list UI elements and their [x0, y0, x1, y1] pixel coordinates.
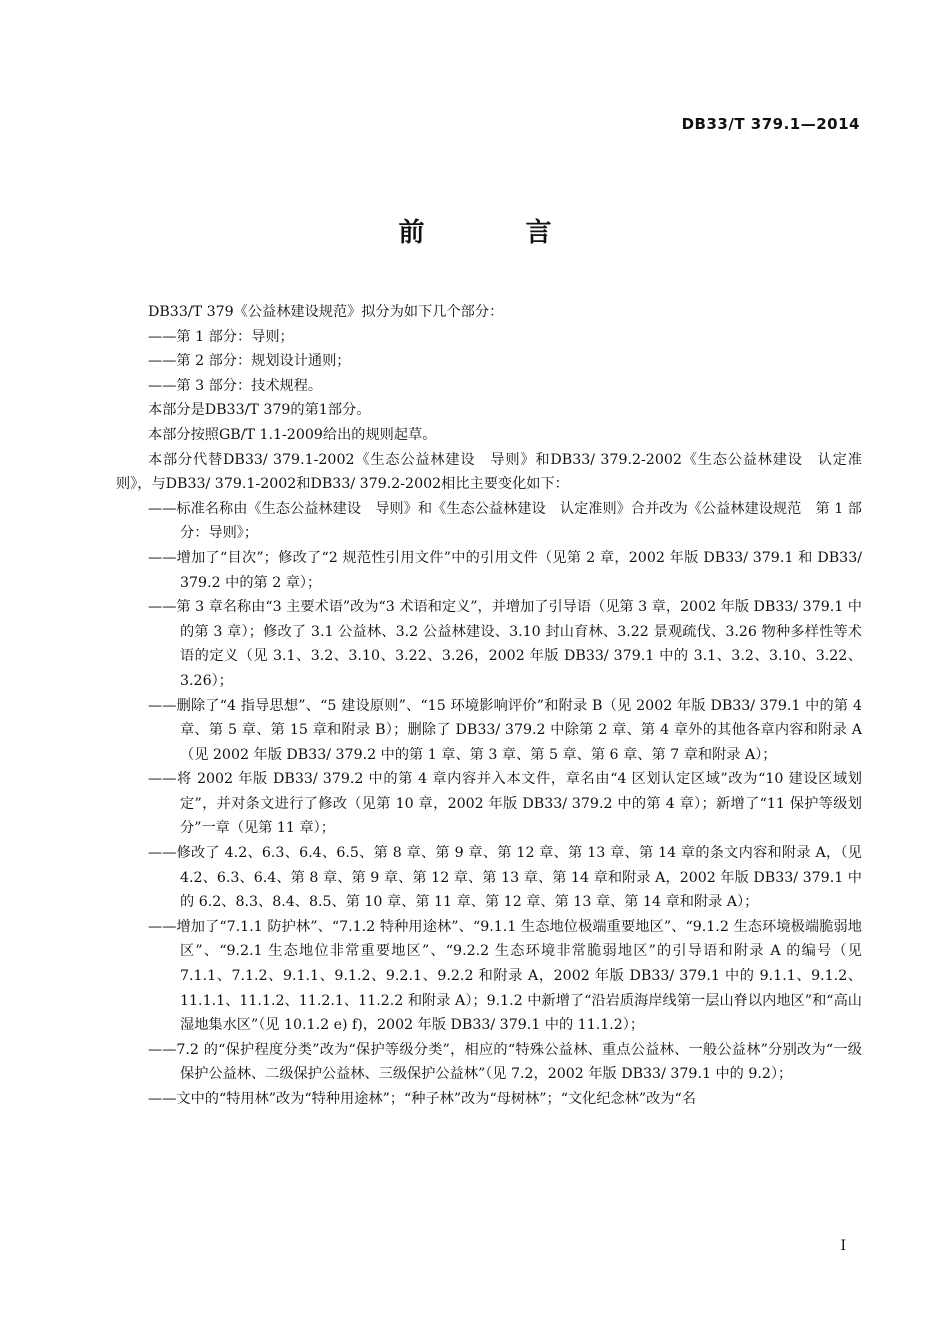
- paragraph: ——第 3 部分：技术规程。: [148, 377, 323, 394]
- change-item: ——增加了“目次”；修改了“2 规范性引用文件”中的引用文件（见第 2 章，2002 年版 DB33/ 379.1 和 DB33/ 379.2 中的第 2 章）；: [148, 549, 862, 591]
- change-item: ——标准名称由《生态公益林建设 导则》和《生态公益林建设 认定准则》合并改为《公益林建设规范 第 1 部分：导则》；: [148, 500, 862, 542]
- change-item: ——删除了“4 指导思想”、“5 建设原则”、“15 环境影响评价”和附录 B（见 2002 年版 DB33/ 379.1 中的第 4 章、第 5 章、第 15 章和附录 B）；删除了 DB33/ 379.2 中除第 2 章、第 4 章外的其他各章内容和附录 A（见 2002 年版 DB33/ 379.2 中的第 1 章、第 3 章、第 5 章、第 6 章、第 7 章和附录 A）；: [148, 697, 862, 763]
- change-item: ——文中的“特用林”改为“特种用途林”；“种子林”改为“母树林”；“文化纪念林”改为“名: [148, 1091, 696, 1107]
- paragraph: 本部分代替DB33/ 379.1-2002《生态公益林建设 导则》和DB33/ 379.2-2002《生态公益林建设 认定准则》，与DB33/ 379.1-2002和DB33/ 379.2-2002相比主要变化如下：: [116, 451, 862, 493]
- page-number: I: [840, 1238, 846, 1254]
- paragraph: ——第 1 部分：导则；: [148, 328, 294, 345]
- paragraph: DB33/T 379《公益林建设规范》拟分为如下几个部分：: [148, 304, 504, 320]
- paragraph: 本部分按照GB/T 1.1-2009给出的规则起草。: [148, 426, 437, 443]
- page-title: 前 言: [398, 218, 598, 248]
- change-item: ——7.2 的“保护程度分类”改为“保护等级分类”，相应的“特殊公益林、重点公益林、一般公益林”分别改为“一级保护公益林、二级保护公益林、三级保护公益林”（见 7.2，2002 年版 DB33/ 379.1 中的 9.2）；: [148, 1041, 862, 1083]
- paragraph: ——第 2 部分：规划设计通则；: [148, 353, 351, 370]
- foreword-body: [116, 300, 862, 1112]
- standard-code: DB33/T 379.1—2014: [681, 115, 860, 133]
- change-item: ——增加了“7.1.1 防护林”、“7.1.2 特种用途林”、“9.1.1 生态地位极端重要地区”、“9.1.2 生态环境极端脆弱地区”、“9.2.1 生态地位非常重要地区”、“9.2.2 生态环境非常脆弱地区”的引导语和附录 A 的编号（见 7.1.1、7.1.2、9.1.1、9.1.2、9.2.1、9.2.2 和附录 A，2002 年版 DB33/ 379.1 中的 9.1.1、9.1.2、11.1.1、11.1.2、11.2.1、11.2.2 和附录 A）；9.1.2 中新增了“沿岩质海岸线第一层山脊以内地区”和“高山湿地集水区”（见 10.1.2 e) f)，2002 年版 DB33/ 379.1 中的 11.1.2）；: [148, 918, 862, 1034]
- paragraph: 本部分是DB33/T 379的第1部分。: [148, 402, 371, 419]
- change-item: ——第 3 章名称由“3 主要术语”改为“3 术语和定义”，并增加了引导语（见第 3 章，2002 年版 DB33/ 379.1 中的第 3 章）；修改了 3.1 公益林、3.2 公益林建设、3.10 封山育林、3.22 景观疏伐、3.26 物种多样性等术语的定义（见 3.1、3.2、3.10、3.22、3.26，2002 年版 DB33/ 379.1 中的 3.1、3.2、3.10、3.22、3.26）；: [148, 599, 862, 689]
- change-item: ——修改了 4.2、6.3、6.4、6.5、第 8 章、第 9 章、第 12 章、第 13 章、第 14 章的条文内容和附录 A，（见 4.2、6.3、6.4、第 8 章、第 9 章、第 12 章、第 13 章、第 14 章和附录 A，2002 年版 DB33/ 379.1 中的 6.2、8.3、8.4、8.5、第 10 章、第 11 章、第 12 章、第 13 章、第 14 章和附录 A）；: [148, 845, 862, 911]
- change-item: ——将 2002 年版 DB33/ 379.2 中的第 4 章内容并入本文件，章名由“4 区划认定区域”改为“10 建设区域划定”，并对条文进行了修改（见第 10 章，2002 年版 DB33/ 379.2 中的第 4 章）；新增了“11 保护等级划分”一章（见第 11 章）；: [148, 771, 862, 837]
